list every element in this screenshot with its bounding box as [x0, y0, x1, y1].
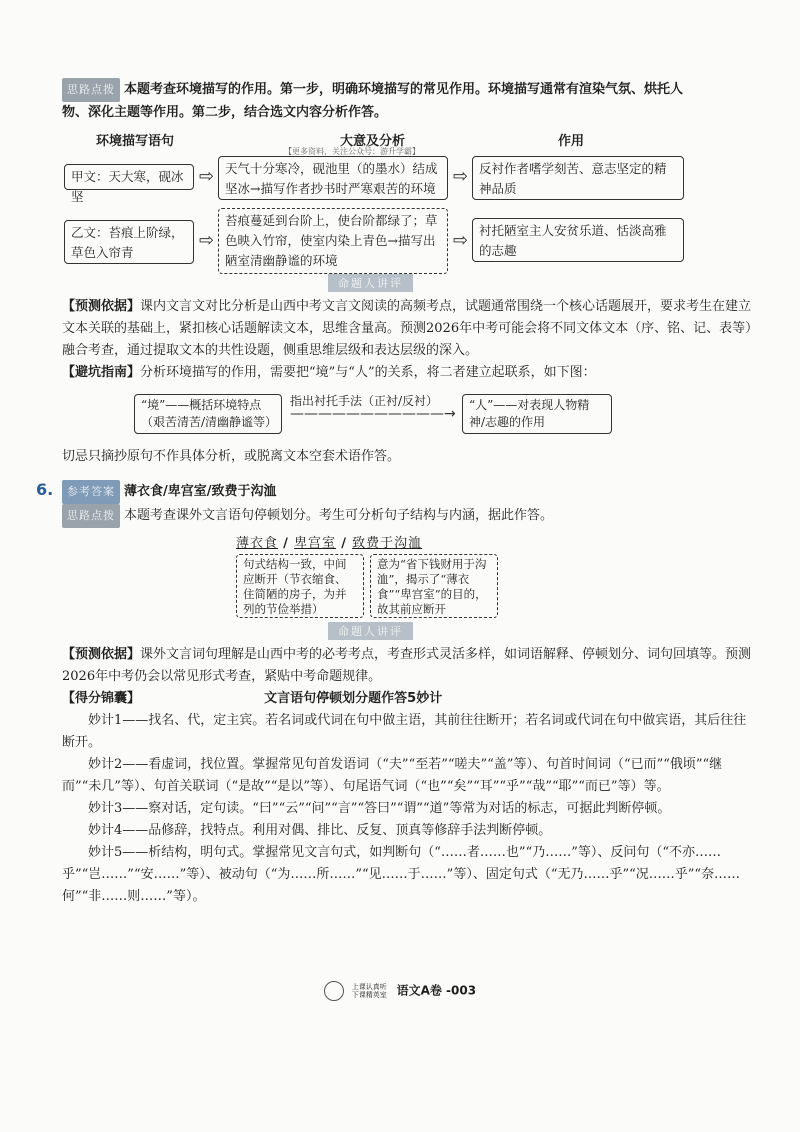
- tip-tag: 思路点拨: [62, 504, 120, 528]
- brand-text: [352, 983, 387, 999]
- banner-commentary-2: 命题人讲评: [328, 622, 413, 640]
- banner-commentary: 命题人讲评: [328, 274, 413, 292]
- env-row2-sentence: 乙文：苔痕上阶绿，草色入帘青: [64, 220, 194, 264]
- s2-basis: [62, 296, 752, 362]
- env-row2-analysis: 苔痕蔓延到台阶上，使台阶都绿了；草色映入竹帘，使室内染上青色→描写出陋室清幽静谧的环境: [218, 208, 448, 274]
- q6-score-title: 文言语句停顿划分题作答5妙计: [264, 691, 443, 706]
- tip-2: 妙计2——看虚词，找位置。掌握常见句首发语词（“夫”“至若”“嗟夫”“盖”等）、句首时间词（“已而”“俄顷”“继而”“未几”等）、句首关联词（“是故”“是以”等）、句尾语气词（“也”“矣”“耳”“乎”“哉”“耶”“而已”等）等。: [62, 757, 723, 794]
- relation-diagram: [62, 388, 752, 440]
- s2-guide-label: 【避坑指南】: [62, 365, 141, 380]
- s1-tag: 思路点拨: [62, 78, 120, 102]
- answer-tag: 参考答案: [62, 480, 120, 504]
- arrow-right-icon: ⇨: [199, 230, 215, 251]
- arrow-right-icon: ⇨: [453, 166, 469, 187]
- page-footer-text: 语文A卷 -003: [396, 983, 477, 998]
- long-arrow-icon: ———————————→: [290, 406, 456, 422]
- q6-answer-line: [62, 480, 752, 504]
- watermark: 【更多资料，关注公众号：游升学霸】: [284, 147, 420, 156]
- q6-tip: 本题考查课外文言语句停顿划分。考生可分析句子结构与内涵，据此作答。: [124, 508, 554, 523]
- tip-4: 妙计4——品修辞，找特点。利用对偶、排比、反复、顶真等修辞手法判断停顿。: [88, 823, 552, 838]
- s2-basis-label: 【预测依据】: [62, 299, 141, 314]
- q6-basis-text: 课外文言词句理解是山西中考的必考考点，考查形式灵活多样，如词语解释、停顿划分、词句回填等。预测2026年中考仍会以常见形式考查，紧贴中考命题规律。: [62, 647, 752, 684]
- footer: [0, 981, 800, 1001]
- tip-1: 妙计1——找名、代，定主宾。若名词或代词在句中做主语，其前往往断开；若名词或代词在句中做宾语，其后往往断开。: [62, 713, 747, 750]
- split-part-1: 薄衣食: [236, 536, 279, 551]
- rel-mid-label: 指出衬托手法（正衬/反衬）: [290, 394, 439, 408]
- s1-line1: 本题考查环境描写的作用。第一步，明确环境描写的常见作用。环境描写通常有渲染气氛、烘托人: [124, 82, 684, 97]
- s2-basis-text: 课内文言文对比分析是山西中考文言文阅读的高频考点，试题通常围绕一个核心话题展开，要求考生在建立文本关联的基础上，紧扣核心话题解读文本，思维含量高。预测2026年中考可能会将不同文体文本（序、铭、记、表等）融合考查，通过提取文本的共性设题，侧重思维层级和表达层级的深入。: [62, 299, 752, 358]
- tip-5: 妙计5——析结构，明句式。掌握常见文言句式，如判断句（“……者……也”“乃……”等）、反问句（“不亦……乎”“岂……”“安……”等）、被动句（“为……所……”“见……于……”等）、固定句式（“无乃……乎”“况……乎”“奈……何”“非……则……”等）。: [62, 845, 741, 904]
- split-part-2: 卑宫室: [294, 536, 337, 551]
- s1-para: [62, 78, 752, 124]
- arrow-right-icon: ⇨: [453, 230, 469, 251]
- tip-3: 妙计3——察对话，定句读。“曰”“云”“问”“言”“答曰”“谓”“道”等常为对话的标志，可据此判断停顿。: [88, 801, 671, 816]
- env-row1-sentence: 甲文：天大寒，砚冰坚: [64, 164, 194, 190]
- split-note-left: 句式结构一致，中间应断开（节衣缩食、住简陋的房子，为并列的节俭举措）: [236, 554, 364, 618]
- brand-line-1: 上课认真听: [351, 983, 387, 991]
- env-row1-effect: 反衬作者嗜学刻苦、意志坚定的精神品质: [472, 156, 684, 200]
- split-note-right: 意为“省下钱财用于沟洫”，揭示了“薄衣食”“卑宫室”的目的，故其前应断开: [370, 554, 498, 618]
- env-table: [62, 130, 752, 290]
- brand-line-2: 下课精英室: [351, 991, 387, 999]
- q6-basis-label: 【预测依据】: [62, 647, 141, 662]
- page: [36, 78, 752, 908]
- rel-right-box: “人”——对表现人物精神/志趣的作用: [462, 394, 612, 434]
- split-diagram: [62, 532, 752, 638]
- question-number: 6.: [36, 480, 54, 499]
- split-sep: /: [341, 536, 347, 551]
- arrow-right-icon: ⇨: [199, 166, 215, 187]
- s1-line2: 物、深化主题等作用。第二步，结合选文内容分析作答。: [62, 105, 388, 120]
- split-sep: /: [283, 536, 289, 551]
- env-row2-effect: 衬托陋室主人安贫乐道、恬淡高雅的志趣: [472, 218, 684, 262]
- env-header-sentence: 环境描写语句: [96, 134, 175, 149]
- env-header-effect: 作用: [558, 134, 585, 149]
- s2-guide-text: 分析环境描写的作用，需要把“境”与“人”的关系，将二者建立起联系，如下图：: [140, 365, 596, 380]
- q6-answer: 薄衣食/卑宫室/致费于沟洫: [124, 484, 277, 499]
- split-part-3: 致费于沟洫: [352, 536, 423, 551]
- q6-tip-line: [62, 504, 752, 528]
- env-row1-analysis: 天气十分寒冷，砚池里（的墨水）结成坚冰→描写作者抄书时严寒艰苦的环境: [218, 156, 448, 200]
- brand-logo-icon: [324, 981, 344, 1001]
- q6-score-line: [62, 688, 752, 710]
- q6-basis: [62, 644, 752, 688]
- s2-guide: [62, 362, 752, 384]
- question-6: [36, 480, 752, 908]
- split-sentence: [236, 532, 422, 551]
- env-header-analysis: 大意及分析: [340, 134, 406, 149]
- rel-left-box: “境”——概括环境特点（艰苦清苦/清幽静谧等）: [134, 394, 282, 434]
- q6-score-label: 【得分锦囊】: [62, 691, 141, 706]
- s2-warn: 切忌只摘抄原句不作具体分析，或脱离文本空套术语作答。: [62, 449, 401, 464]
